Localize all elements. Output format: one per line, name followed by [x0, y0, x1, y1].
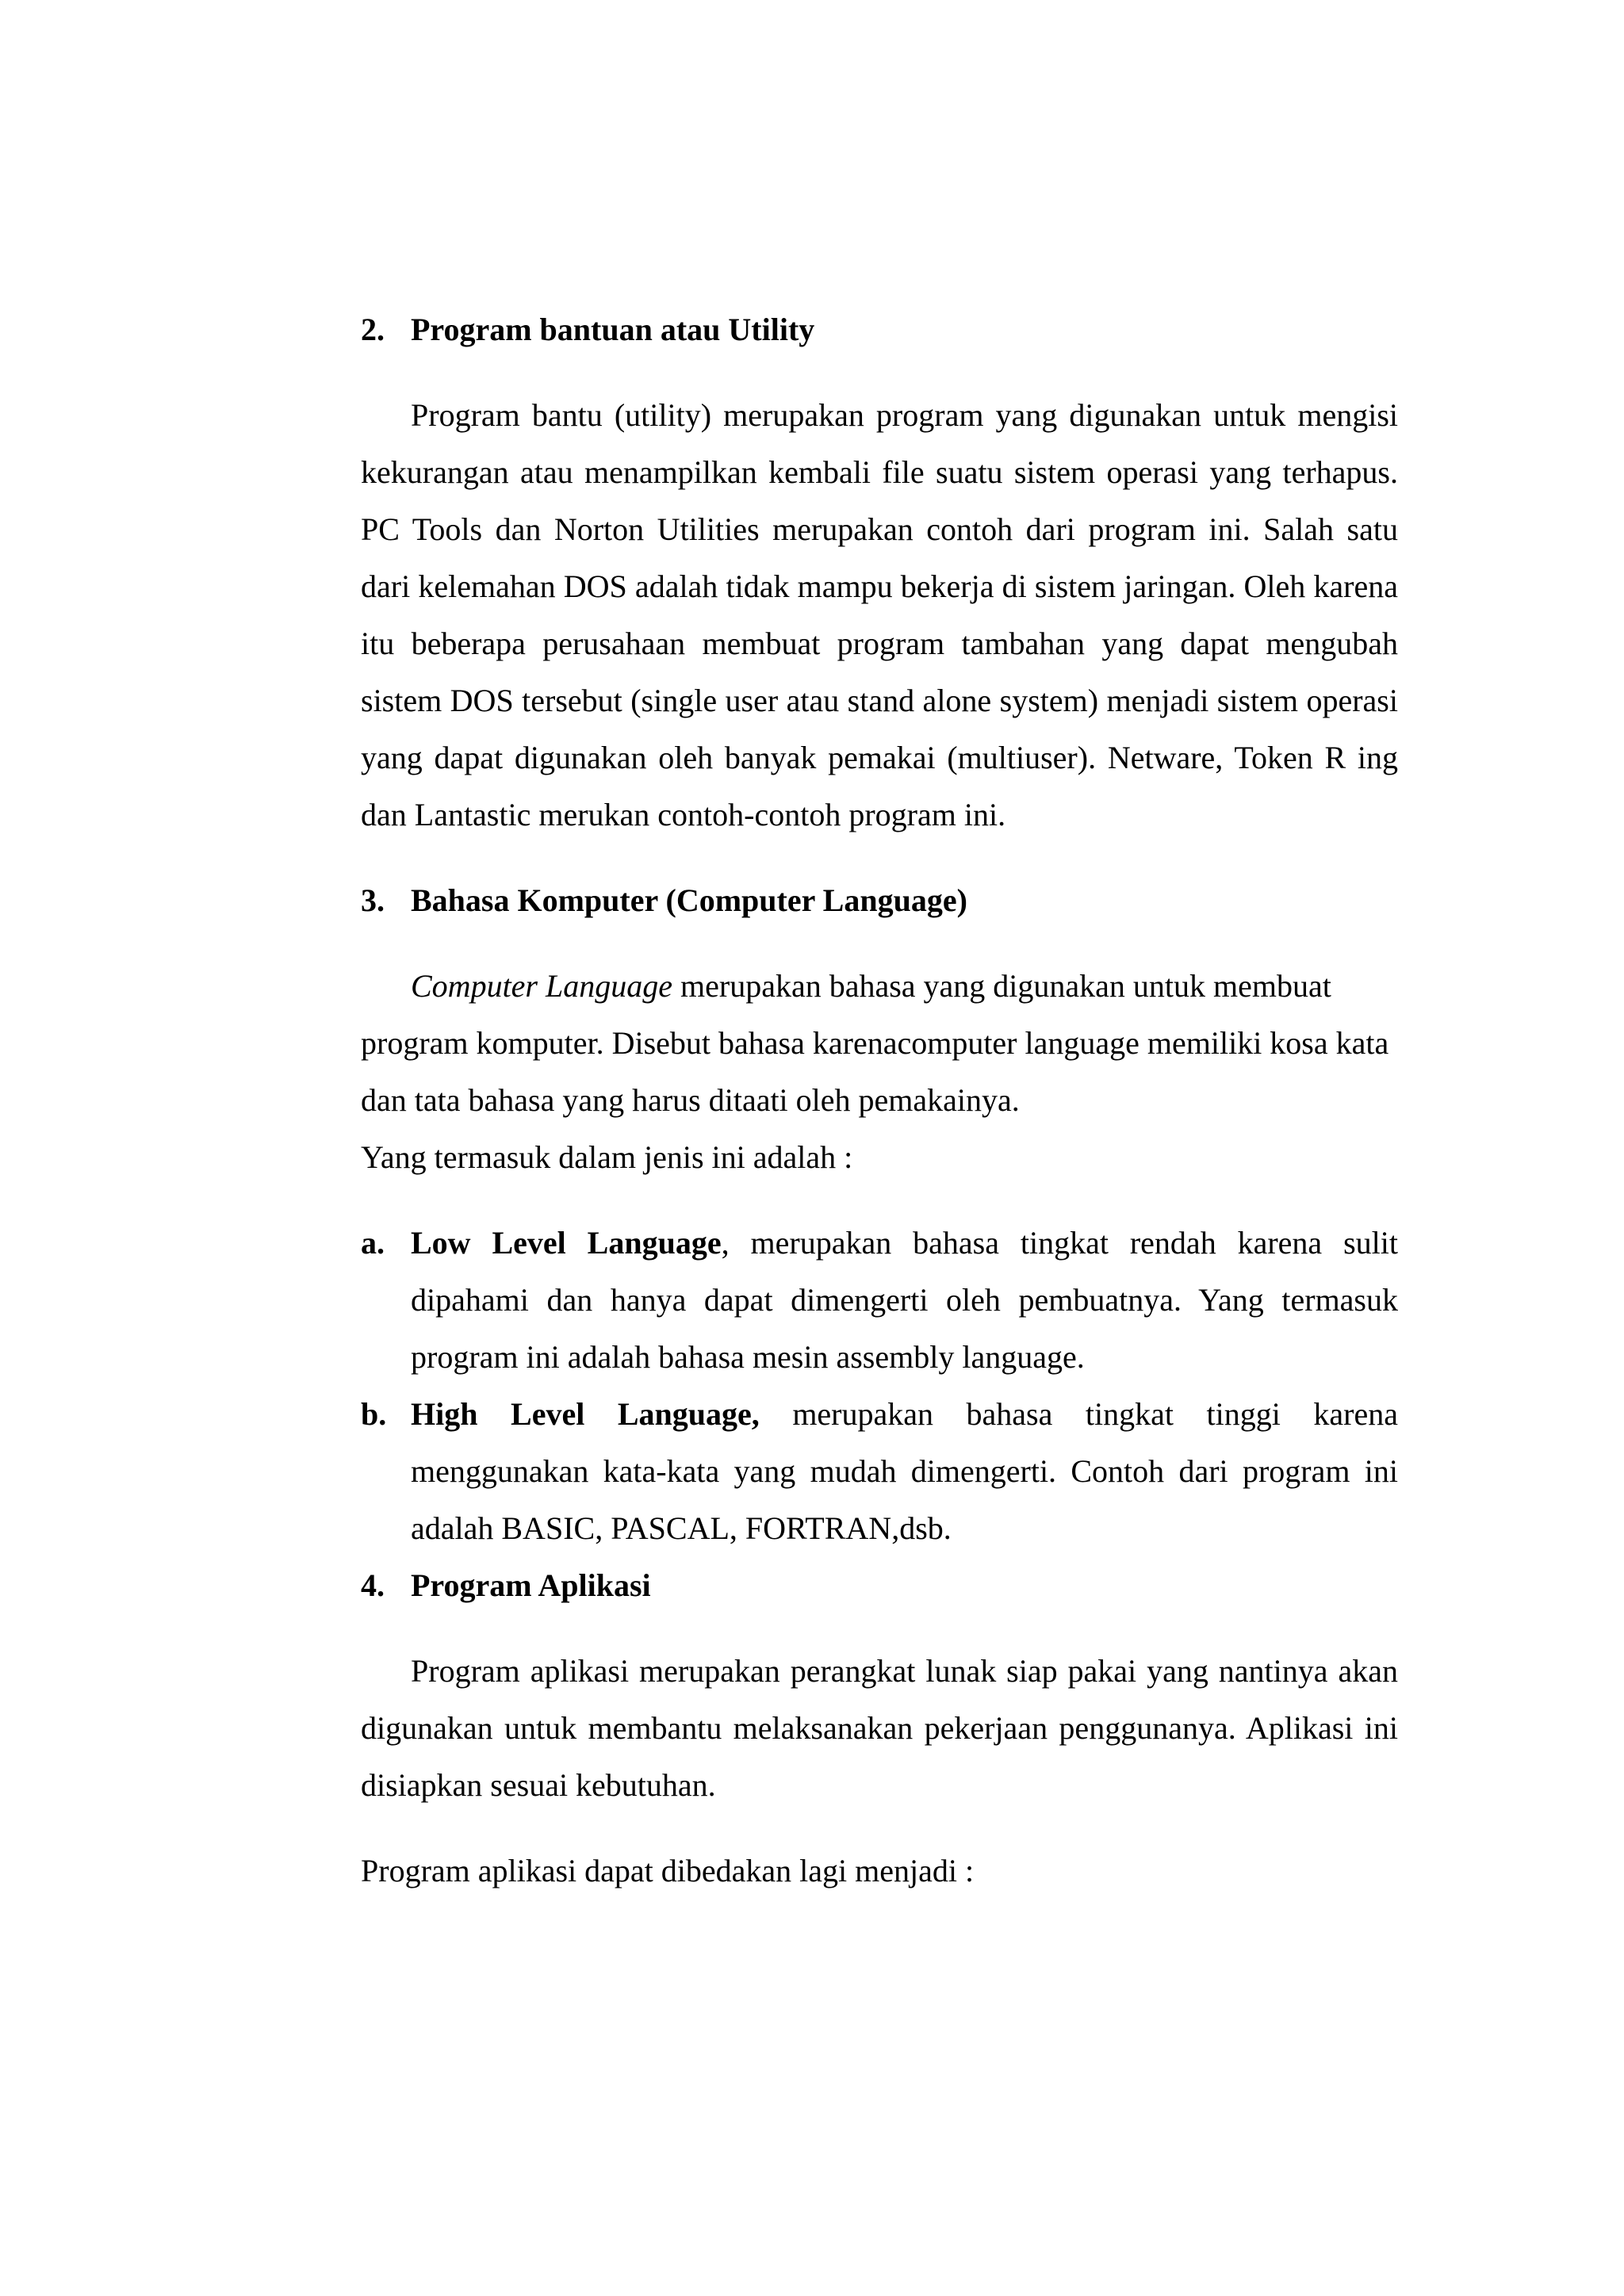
heading-number: 2.	[361, 312, 385, 347]
paragraph-closing: Program aplikasi dapat dibedakan lagi menjadi :	[361, 1853, 975, 1888]
paragraph-utility: Program bantu (utility) merupakan program yang digunakan untuk mengisi kekurangan atau menampilkan kembali file suatu sistem operasi yang terhapus. PC Tools dan Norton Utilities merupakan contoh dari program ini. Salah satu dari kelemahan DOS adalah tidak mampu bekerja di sistem jaringan. Oleh karena itu beberapa perusahaan membuat program tambahan yang dapat mengubah sistem DOS tersebut (single user atau stand alone system) menjadi sistem operasi yang dapat digunakan oleh banyak pemakai (multiuser). Netware, Token R ing dan Lantastic merukan contoh-contoh program ini.	[361, 397, 1398, 832]
heading-number: 3.	[361, 882, 385, 918]
list-text: , merupakan bahasa tingkat rendah karena sulit dipahami dan hanya dapat dimengerti oleh pembuatnya. Yang termasuk program ini adalah bahasa mesin assembly language.	[411, 1225, 1398, 1375]
list-item-body	[411, 1215, 1398, 1386]
list-marker: a.	[361, 1225, 385, 1261]
paragraph-text: merupakan bahasa yang digunakan untuk membuat program komputer. Disebut bahasa karenacomputer language memiliki kosa kata dan tata bahasa yang harus ditaati oleh pemakainya.	[361, 968, 1389, 1118]
list-term: High Level Language,	[411, 1396, 760, 1432]
paragraph-computer-language	[361, 958, 1398, 1129]
list-item-body	[411, 1386, 1398, 1557]
list-intro: Yang termasuk dalam jenis ini adalah :	[361, 1139, 853, 1175]
document-body	[361, 301, 1398, 1900]
list-marker: b.	[361, 1396, 387, 1432]
list-text: merupakan bahasa tingkat tinggi karena menggunakan kata-kata yang mudah dimengerti. Contoh dari program ini adalah BASIC, PASCAL, FORTRAN,dsb.	[411, 1396, 1398, 1546]
heading-computer-language	[361, 872, 1398, 929]
heading-title: Bahasa Komputer (Computer Language)	[411, 882, 967, 918]
list-item-low-level	[361, 1215, 1398, 1386]
list-item-high-level	[361, 1386, 1398, 1557]
heading-title: Program Aplikasi	[411, 1567, 651, 1603]
heading-number: 4.	[361, 1567, 385, 1603]
paragraph-program-aplikasi: Program aplikasi merupakan perangkat lunak siap pakai yang nantinya akan digunakan untuk membantu melaksanakan pekerjaan penggunanya. Aplikasi ini disiapkan sesuai kebutuhan.	[361, 1653, 1398, 1803]
italic-term: Computer Language	[411, 968, 672, 1004]
heading-title: Program bantuan atau Utility	[411, 312, 815, 347]
heading-utility	[361, 301, 1398, 358]
heading-program-aplikasi	[361, 1557, 1398, 1614]
list-term: Low Level Language	[411, 1225, 722, 1261]
